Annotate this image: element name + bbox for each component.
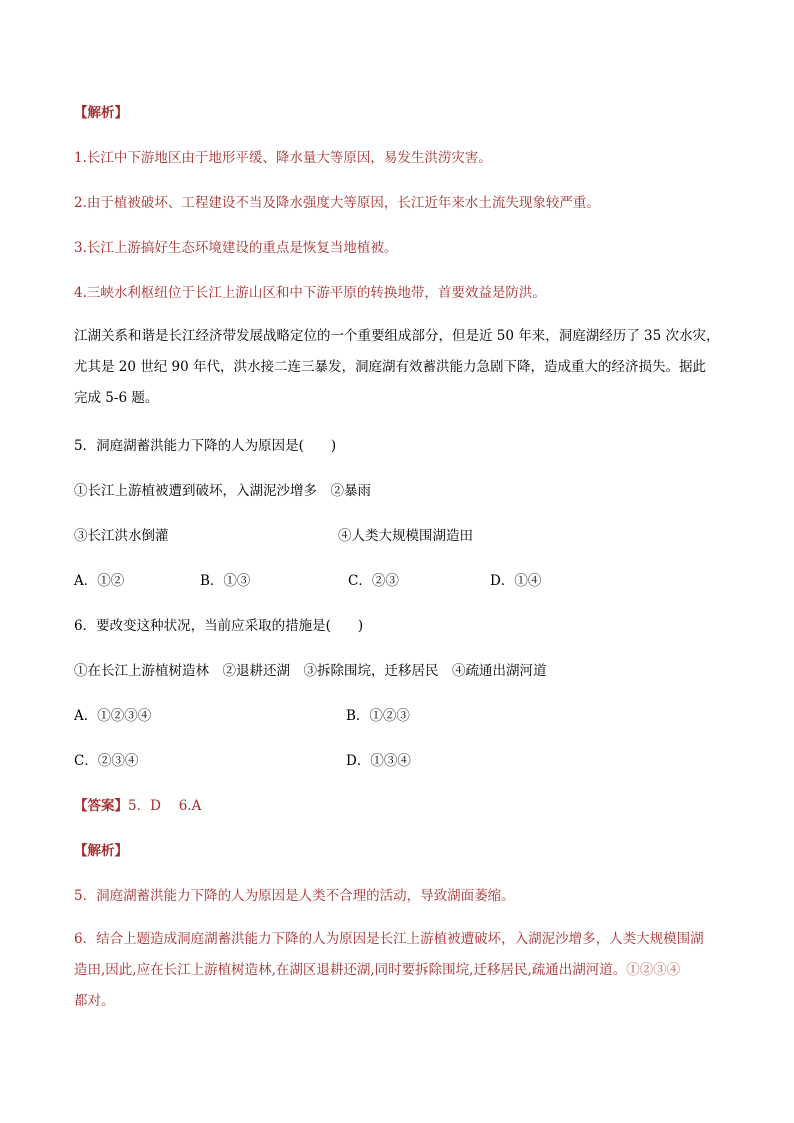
analysis-2-item-6-line-3: 都对。 — [74, 993, 115, 1009]
question-6-option-c: C．②③④ — [74, 753, 139, 769]
analysis-2-heading: 【解析】 — [74, 843, 128, 859]
analysis-2-item-6-marks: ①②③④ — [626, 962, 681, 978]
answer-text: 5．D 6.A — [128, 798, 202, 814]
passage-line-1: 江湖关系和谐是长江经济带发展战略定位的一个重要组成部分，但是近 50 年来，洞庭湖经历了 35 次水灾， — [74, 328, 720, 344]
analysis-2-item-6-line-2-main: 造田,因此,应在长江上游植树造林,在湖区退耕还湖,同时要拆除围垸,迁移居民,疏通出湖河道。 — [74, 962, 627, 978]
question-5-option-b: B．①③ — [200, 573, 251, 589]
question-5-statements-row1: ①长江上游植被遭到破坏，入湖泥沙增多 ②暴雨 — [74, 483, 371, 499]
analysis-2-item-6-line-2 — [74, 960, 680, 980]
passage-line-3: 完成 5-6 题。 — [74, 390, 159, 406]
question-6-option-b: B．①②③ — [346, 708, 410, 724]
passage-line-2: 尤其是 20 世纪 90 年代，洪水接二连三暴发，洞庭湖有效蓄洪能力急剧下降，造成重大的经济损失。据此 — [74, 359, 707, 375]
question-6-option-d: D．①③④ — [346, 753, 411, 769]
analysis-item-3: 3.长江上游搞好生态环境建设的重点是恢复当地植被。 — [74, 240, 398, 256]
answer-line — [74, 796, 201, 816]
question-5-statement-3: ③长江洪水倒灌 — [74, 528, 169, 544]
question-6-statements: ①在长江上游植树造林 ②退耕还湖 ③拆除围垸，迁移居民 ④疏通出湖河道 — [74, 663, 547, 679]
analysis-item-4: 4.三峡水利枢纽位于长江上游山区和中下游平原的转换地带，首要效益是防洪。 — [74, 285, 546, 301]
question-5-stem: 5．洞庭湖蓄洪能力下降的人为原因是( ) — [74, 438, 337, 454]
question-5-option-c: C．②③ — [348, 573, 399, 589]
analysis-2-item-5: 5．洞庭湖蓄洪能力下降的人为原因是人类不合理的活动，导致湖面萎缩。 — [74, 888, 515, 904]
question-5-statement-4: ④人类大规模围湖造田 — [338, 528, 473, 544]
answer-label: 【答案】 — [74, 798, 128, 814]
question-5-option-d: D．①④ — [490, 573, 542, 589]
analysis-item-2: 2.由于植被破坏、工程建设不当及降水强度大等原因，长江近年来水土流失现象较严重。 — [74, 195, 600, 211]
question-6-option-a: A．①②③④ — [74, 708, 152, 724]
analysis-2-item-6-line-1: 6．结合上题造成洞庭湖蓄洪能力下降的人为原因是长江上游植被遭破坏，入湖泥沙增多，人类大规模围湖 — [74, 931, 704, 947]
question-5-option-a: A．①② — [74, 573, 125, 589]
question-6-stem: 6．要改变这种状况，当前应采取的措施是( ) — [74, 618, 364, 634]
analysis-item-1: 1.长江中下游地区由于地形平缓、降水量大等原因，易发生洪涝灾害。 — [74, 150, 492, 166]
analysis-heading: 【解析】 — [74, 105, 128, 121]
